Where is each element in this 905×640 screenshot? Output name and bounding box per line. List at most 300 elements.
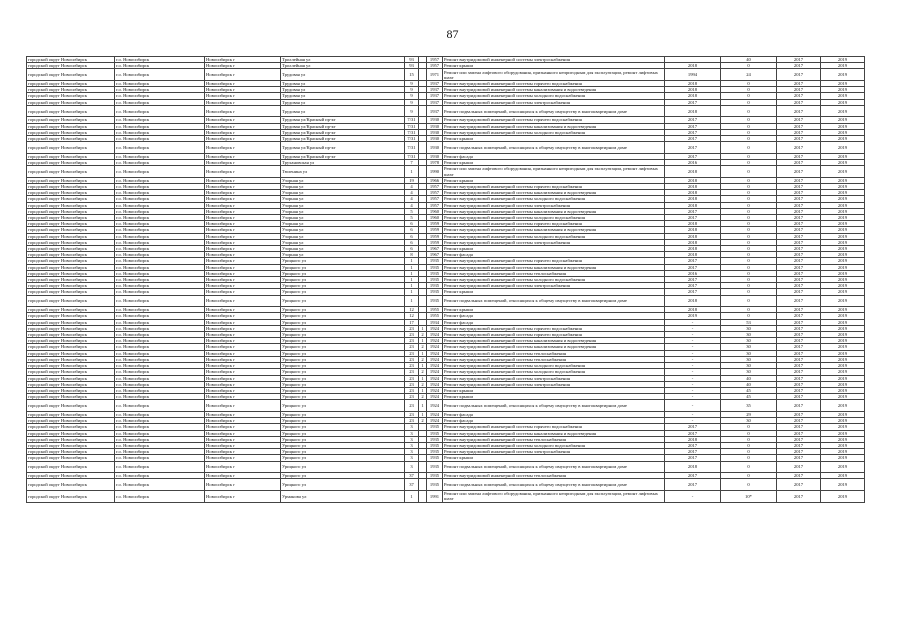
planned-year-cell: 2018 — [665, 246, 721, 252]
building-cell: 1 — [419, 338, 427, 344]
wear-cell: 0 — [721, 313, 777, 319]
work-type-cell: Ремонт внутридомовой инженерной системы теплоснабжения — [443, 356, 665, 362]
wear-cell: 0 — [721, 252, 777, 258]
year-built-cell: 1930 — [427, 142, 443, 154]
locality-cell: Новосибирск г — [205, 455, 281, 461]
end-year-cell: 2019 — [821, 252, 865, 258]
house-number-cell: 19 — [405, 177, 419, 183]
city-cell: г.о. Новосибирск — [115, 190, 205, 196]
building-cell: 2 — [419, 344, 427, 350]
start-year-cell: 2017 — [777, 449, 821, 455]
district-cell: городской округ Новосибирск — [27, 461, 115, 473]
house-number-cell: 6 — [405, 239, 419, 245]
start-year-cell: 2017 — [777, 442, 821, 448]
locality-cell: Новосибирск г — [205, 215, 281, 221]
house-number-cell: 12 — [405, 313, 419, 319]
city-cell: г.о. Новосибирск — [115, 264, 205, 270]
year-built-cell: 1935 — [427, 473, 443, 479]
end-year-cell: 2019 — [821, 160, 865, 166]
street-cell: Урицкого ул — [281, 369, 405, 375]
table-row — [27, 461, 865, 473]
end-year-cell: 2019 — [821, 381, 865, 387]
street-cell: Урицкого ул — [281, 325, 405, 331]
district-cell: городской округ Новосибирск — [27, 177, 115, 183]
planned-year-cell: - — [665, 369, 721, 375]
district-cell: городской округ Новосибирск — [27, 356, 115, 362]
planned-year-cell: 2017 — [665, 479, 721, 491]
work-type-cell: Ремонт внутридомовой инженерной системы холодного водоснабжения — [443, 363, 665, 369]
building-cell — [419, 490, 427, 502]
year-built-cell: 1924 — [427, 400, 443, 412]
street-cell: Узорная ул — [281, 177, 405, 183]
house-number-cell: 37 — [405, 473, 419, 479]
district-cell: городской округ Новосибирск — [27, 350, 115, 356]
planned-year-cell: - — [665, 375, 721, 381]
start-year-cell: 2017 — [777, 57, 821, 63]
street-cell: Трудовая ул — [281, 69, 405, 81]
year-built-cell: 1935 — [427, 270, 443, 276]
house-number-cell: 23 — [405, 411, 419, 417]
building-cell — [419, 479, 427, 491]
building-cell: 2 — [419, 332, 427, 338]
planned-year-cell: - — [665, 490, 721, 502]
locality-cell: Новосибирск г — [205, 81, 281, 87]
street-cell: Узорная ул — [281, 221, 405, 227]
house-number-cell: 7/31 — [405, 123, 419, 129]
city-cell: г.о. Новосибирск — [115, 307, 205, 313]
house-number-cell: 3 — [405, 442, 419, 448]
start-year-cell: 2017 — [777, 381, 821, 387]
end-year-cell: 2019 — [821, 436, 865, 442]
street-cell: Тюленина ул — [281, 166, 405, 178]
wear-cell: 30 — [721, 338, 777, 344]
end-year-cell: 2019 — [821, 270, 865, 276]
planned-year-cell: - — [665, 332, 721, 338]
locality-cell: Новосибирск г — [205, 233, 281, 239]
end-year-cell: 2019 — [821, 136, 865, 142]
end-year-cell: 2019 — [821, 123, 865, 129]
house-number-cell: 9 — [405, 93, 419, 99]
house-number-cell: 93 — [405, 63, 419, 69]
planned-year-cell: - — [665, 418, 721, 424]
district-cell: городской округ Новосибирск — [27, 473, 115, 479]
planned-year-cell: 2018 — [665, 177, 721, 183]
end-year-cell: 2019 — [821, 307, 865, 313]
planned-year-cell: 2017 — [665, 208, 721, 214]
planned-year-cell: 2018 — [665, 436, 721, 442]
end-year-cell: 2019 — [821, 258, 865, 264]
end-year-cell: 2019 — [821, 455, 865, 461]
city-cell: г.о. Новосибирск — [115, 233, 205, 239]
planned-year-cell: - — [665, 394, 721, 400]
year-built-cell: 1935 — [427, 436, 443, 442]
planned-year-cell: 2018 — [665, 295, 721, 307]
year-built-cell: 1957 — [427, 190, 443, 196]
locality-cell: Новосибирск г — [205, 166, 281, 178]
district-cell: городской округ Новосибирск — [27, 142, 115, 154]
start-year-cell: 2017 — [777, 375, 821, 381]
start-year-cell: 2017 — [777, 117, 821, 123]
locality-cell: Новосибирск г — [205, 93, 281, 99]
city-cell: г.о. Новосибирск — [115, 99, 205, 105]
start-year-cell: 2017 — [777, 436, 821, 442]
work-type-cell: Ремонт внутридомовой инженерной системы канализования и водоотведения — [443, 87, 665, 93]
planned-year-cell: 2018 — [665, 196, 721, 202]
work-type-cell: Ремонт внутридомовой инженерной системы канализования и водоотведения — [443, 190, 665, 196]
wear-cell: 0 — [721, 105, 777, 117]
street-cell: Урицкого ул — [281, 394, 405, 400]
city-cell: г.о. Новосибирск — [115, 473, 205, 479]
house-number-cell: 9 — [405, 99, 419, 105]
wear-cell: 0 — [721, 307, 777, 313]
planned-year-cell: 2018 — [665, 307, 721, 313]
start-year-cell: 2017 — [777, 99, 821, 105]
city-cell: г.о. Новосибирск — [115, 455, 205, 461]
city-cell: г.о. Новосибирск — [115, 295, 205, 307]
work-type-cell: Ремонт или замена лифтового оборудования, признанного непригодным для эксплуатации, ремонт лифтовых шахт — [443, 69, 665, 81]
city-cell: г.о. Новосибирск — [115, 258, 205, 264]
wear-cell: 0 — [721, 215, 777, 221]
start-year-cell: 2017 — [777, 369, 821, 375]
work-type-cell: Ремонт внутридомовой инженерной системы холодного водоснабжения — [443, 442, 665, 448]
house-number-cell: 1 — [405, 258, 419, 264]
planned-year-cell: 2017 — [665, 442, 721, 448]
year-built-cell: 1957 — [427, 184, 443, 190]
work-type-cell: Ремонт внутридомовой инженерной системы электроснабжения — [443, 381, 665, 387]
district-cell: городской округ Новосибирск — [27, 123, 115, 129]
house-number-cell: 3 — [405, 455, 419, 461]
start-year-cell: 2017 — [777, 69, 821, 81]
building-cell — [419, 295, 427, 307]
year-built-cell: 1924 — [427, 369, 443, 375]
district-cell: городской округ Новосибирск — [27, 418, 115, 424]
wear-cell: 0 — [721, 289, 777, 295]
district-cell: городской округ Новосибирск — [27, 455, 115, 461]
building-cell — [419, 69, 427, 81]
city-cell: г.о. Новосибирск — [115, 479, 205, 491]
street-cell: Урицкого ул — [281, 313, 405, 319]
year-built-cell: 1935 — [427, 258, 443, 264]
planned-year-cell: 2017 — [665, 277, 721, 283]
street-cell: Урманова ул — [281, 490, 405, 502]
wear-cell: 0 — [721, 208, 777, 214]
wear-cell: 53 — [721, 319, 777, 325]
house-number-cell: 1 — [405, 166, 419, 178]
planned-year-cell: 2017 — [665, 136, 721, 142]
house-number-cell: 23 — [405, 400, 419, 412]
end-year-cell: 2019 — [821, 344, 865, 350]
city-cell: г.о. Новосибирск — [115, 381, 205, 387]
district-cell: городской округ Новосибирск — [27, 196, 115, 202]
work-type-cell: Ремонт внутридомовой инженерной системы канализования и водоотведения — [443, 264, 665, 270]
locality-cell: Новосибирск г — [205, 252, 281, 258]
house-number-cell: 4 — [405, 196, 419, 202]
start-year-cell: 2017 — [777, 252, 821, 258]
street-cell: Урицкого ул — [281, 473, 405, 479]
end-year-cell: 2019 — [821, 338, 865, 344]
city-cell: г.о. Новосибирск — [115, 81, 205, 87]
year-built-cell: 1959 — [427, 239, 443, 245]
street-cell: Урицкого ул — [281, 455, 405, 461]
house-number-cell: 23 — [405, 369, 419, 375]
city-cell: г.о. Новосибирск — [115, 387, 205, 393]
planned-year-cell: - — [665, 350, 721, 356]
house-number-cell: 9 — [405, 87, 419, 93]
building-cell — [419, 105, 427, 117]
end-year-cell: 2019 — [821, 153, 865, 159]
street-cell: Трудовая ул/Красный пр-кт — [281, 117, 405, 123]
house-number-cell: 7/31 — [405, 129, 419, 135]
street-cell: Урицкого ул — [281, 295, 405, 307]
start-year-cell: 2017 — [777, 430, 821, 436]
table-row — [27, 166, 865, 178]
end-year-cell: 2019 — [821, 142, 865, 154]
street-cell: Урицкого ул — [281, 449, 405, 455]
district-cell: городской округ Новосибирск — [27, 69, 115, 81]
year-built-cell: 1937 — [427, 81, 443, 87]
locality-cell: Новосибирск г — [205, 473, 281, 479]
house-number-cell: 6 — [405, 246, 419, 252]
locality-cell: Новосибирск г — [205, 449, 281, 455]
work-type-cell: Ремонт внутридомовой инженерной системы канализования и водоотведения — [443, 208, 665, 214]
locality-cell: Новосибирск г — [205, 369, 281, 375]
year-built-cell: 1924 — [427, 344, 443, 350]
house-number-cell: 23 — [405, 332, 419, 338]
locality-cell: Новосибирск г — [205, 424, 281, 430]
street-cell: Узорная ул — [281, 196, 405, 202]
city-cell: г.о. Новосибирск — [115, 221, 205, 227]
house-number-cell: 6 — [405, 233, 419, 239]
wear-cell: 30 — [721, 363, 777, 369]
start-year-cell: 2017 — [777, 136, 821, 142]
end-year-cell: 2019 — [821, 264, 865, 270]
end-year-cell: 2019 — [821, 196, 865, 202]
work-type-cell: Ремонт или замена лифтового оборудования, признанного непригодным для эксплуатации, ремонт лифтовых шахт — [443, 166, 665, 178]
district-cell: городской округ Новосибирск — [27, 307, 115, 313]
city-cell: г.о. Новосибирск — [115, 283, 205, 289]
work-type-cell: Ремонт внутридомовой инженерной системы холодного водоснабжения — [443, 233, 665, 239]
year-built-cell: 1924 — [427, 325, 443, 331]
street-cell: Урицкого ул — [281, 332, 405, 338]
year-built-cell: 1935 — [427, 295, 443, 307]
work-type-cell: Ремонт внутридомовой инженерной системы горячего водоснабжения — [443, 258, 665, 264]
district-cell: городской округ Новосибирск — [27, 136, 115, 142]
street-cell: Урицкого ул — [281, 289, 405, 295]
planned-year-cell: 2018 — [665, 81, 721, 87]
planned-year-cell: 2018 — [665, 233, 721, 239]
end-year-cell: 2019 — [821, 215, 865, 221]
work-type-cell: Ремонт внутридомовой инженерной системы горячего водоснабжения — [443, 325, 665, 331]
wear-cell: 0 — [721, 221, 777, 227]
house-number-cell: 9 — [405, 81, 419, 87]
city-cell: г.о. Новосибирск — [115, 142, 205, 154]
locality-cell: Новосибирск г — [205, 246, 281, 252]
district-cell: городской округ Новосибирск — [27, 160, 115, 166]
wear-cell: 0 — [721, 160, 777, 166]
year-built-cell: 1935 — [427, 449, 443, 455]
year-built-cell: 1924 — [427, 411, 443, 417]
street-cell: Трудовая ул — [281, 99, 405, 105]
start-year-cell: 2017 — [777, 190, 821, 196]
city-cell: г.о. Новосибирск — [115, 160, 205, 166]
district-cell: городской округ Новосибирск — [27, 344, 115, 350]
start-year-cell: 2017 — [777, 202, 821, 208]
work-type-cell: Ремонт крыши — [443, 63, 665, 69]
wear-cell: 0 — [721, 227, 777, 233]
house-number-cell: 23 — [405, 381, 419, 387]
planned-year-cell: 2018 — [665, 190, 721, 196]
locality-cell: Новосибирск г — [205, 227, 281, 233]
start-year-cell: 2017 — [777, 270, 821, 276]
city-cell: г.о. Новосибирск — [115, 87, 205, 93]
work-type-cell: Ремонт внутридомовой инженерной системы канализования и водоотведения — [443, 430, 665, 436]
planned-year-cell: 2018 — [665, 93, 721, 99]
street-cell: Урицкого ул — [281, 356, 405, 362]
locality-cell: Новосибирск г — [205, 325, 281, 331]
start-year-cell: 2017 — [777, 455, 821, 461]
planned-year-cell: 2018 — [665, 227, 721, 233]
wear-cell: 0 — [721, 63, 777, 69]
district-cell: городской округ Новосибирск — [27, 479, 115, 491]
wear-cell: 0 — [721, 99, 777, 105]
wear-cell: 0 — [721, 239, 777, 245]
city-cell: г.о. Новосибирск — [115, 313, 205, 319]
locality-cell: Новосибирск г — [205, 221, 281, 227]
locality-cell: Новосибирск г — [205, 319, 281, 325]
locality-cell: Новосибирск г — [205, 381, 281, 387]
wear-cell: 0 — [721, 177, 777, 183]
locality-cell: Новосибирск г — [205, 394, 281, 400]
year-built-cell: 1934 — [427, 319, 443, 325]
house-number-cell: 1 — [405, 295, 419, 307]
city-cell: г.о. Новосибирск — [115, 123, 205, 129]
year-built-cell: 1924 — [427, 394, 443, 400]
end-year-cell: 2019 — [821, 87, 865, 93]
wear-cell: 40 — [721, 57, 777, 63]
house-number-cell: 3 — [405, 424, 419, 430]
building-cell: 1 — [419, 363, 427, 369]
district-cell: городской округ Новосибирск — [27, 93, 115, 99]
wear-cell: 45 — [721, 387, 777, 393]
street-cell: Трухановская ул — [281, 160, 405, 166]
city-cell: г.о. Новосибирск — [115, 424, 205, 430]
start-year-cell: 2017 — [777, 93, 821, 99]
start-year-cell: 2017 — [777, 344, 821, 350]
city-cell: г.о. Новосибирск — [115, 184, 205, 190]
house-number-cell: 23 — [405, 418, 419, 424]
street-cell: Узорная ул — [281, 233, 405, 239]
planned-year-cell: 2017 — [665, 430, 721, 436]
district-cell: городской округ Новосибирск — [27, 381, 115, 387]
locality-cell: Новосибирск г — [205, 436, 281, 442]
end-year-cell: 2019 — [821, 208, 865, 214]
work-type-cell: Ремонт фасада — [443, 313, 665, 319]
district-cell: городской округ Новосибирск — [27, 208, 115, 214]
table-row — [27, 142, 865, 154]
planned-year-cell: 2018 — [665, 184, 721, 190]
locality-cell: Новосибирск г — [205, 418, 281, 424]
year-built-cell: 1930 — [427, 153, 443, 159]
locality-cell: Новосибирск г — [205, 57, 281, 63]
district-cell: городской округ Новосибирск — [27, 221, 115, 227]
start-year-cell: 2017 — [777, 177, 821, 183]
street-cell: Урицкого ул — [281, 319, 405, 325]
locality-cell: Новосибирск г — [205, 356, 281, 362]
district-cell: городской округ Новосибирск — [27, 270, 115, 276]
table-row — [27, 490, 865, 502]
building-cell — [419, 142, 427, 154]
house-number-cell: 1 — [405, 289, 419, 295]
wear-cell: 0 — [721, 277, 777, 283]
city-cell: г.о. Новосибирск — [115, 196, 205, 202]
end-year-cell: 2019 — [821, 430, 865, 436]
district-cell: городской округ Новосибирск — [27, 332, 115, 338]
year-built-cell: 1967 — [427, 252, 443, 258]
street-cell: Трудовая ул/Красный пр-кт — [281, 123, 405, 129]
end-year-cell: 2019 — [821, 479, 865, 491]
planned-year-cell: - — [665, 338, 721, 344]
wear-cell: 0 — [721, 473, 777, 479]
year-built-cell: 1924 — [427, 350, 443, 356]
wear-cell: 40 — [721, 381, 777, 387]
wear-cell: 0 — [721, 246, 777, 252]
work-type-cell: Ремонт внутридомовой инженерной системы канализования и водоотведения — [443, 344, 665, 350]
wear-cell: 24 — [721, 69, 777, 81]
table-row — [27, 69, 865, 81]
house-number-cell: 23 — [405, 338, 419, 344]
district-cell: городской округ Новосибирск — [27, 400, 115, 412]
street-cell: Узорная ул — [281, 208, 405, 214]
planned-year-cell: 2017 — [665, 289, 721, 295]
start-year-cell: 2017 — [777, 87, 821, 93]
city-cell: г.о. Новосибирск — [115, 136, 205, 142]
year-built-cell: 1967 — [427, 246, 443, 252]
start-year-cell: 2017 — [777, 123, 821, 129]
work-type-cell: Ремонт внутридомовой инженерной системы электроснабжения — [443, 99, 665, 105]
end-year-cell: 2019 — [821, 105, 865, 117]
planned-year-cell: 2017 — [665, 123, 721, 129]
street-cell: Урицкого ул — [281, 264, 405, 270]
locality-cell: Новосибирск г — [205, 160, 281, 166]
repair-schedule-table — [26, 56, 865, 503]
year-built-cell: 1966 — [427, 177, 443, 183]
end-year-cell: 2019 — [821, 461, 865, 473]
street-cell: Трудовая ул — [281, 87, 405, 93]
district-cell: городской округ Новосибирск — [27, 283, 115, 289]
city-cell: г.о. Новосибирск — [115, 277, 205, 283]
street-cell: Трудовая ул/Красный пр-кт — [281, 136, 405, 142]
planned-year-cell: 2016 — [665, 160, 721, 166]
work-type-cell: Ремонт крыши — [443, 387, 665, 393]
work-type-cell: Ремонт фасада — [443, 411, 665, 417]
house-number-cell: 1 — [405, 283, 419, 289]
city-cell: г.о. Новосибирск — [115, 363, 205, 369]
planned-year-cell: 2017 — [665, 455, 721, 461]
planned-year-cell: 2018 — [665, 166, 721, 178]
locality-cell: Новосибирск г — [205, 129, 281, 135]
end-year-cell: 2019 — [821, 93, 865, 99]
wear-cell: 0 — [721, 258, 777, 264]
planned-year-cell: 2018 — [665, 87, 721, 93]
street-cell: Трудовая ул — [281, 93, 405, 99]
planned-year-cell: - — [665, 319, 721, 325]
work-type-cell: Ремонт внутридомовой инженерной системы теплоснабжения — [443, 350, 665, 356]
work-type-cell: Ремонт крыши — [443, 289, 665, 295]
street-cell: Узорная ул — [281, 239, 405, 245]
year-built-cell: 1930 — [427, 123, 443, 129]
locality-cell: Новосибирск г — [205, 123, 281, 129]
house-number-cell: 3 — [405, 430, 419, 436]
